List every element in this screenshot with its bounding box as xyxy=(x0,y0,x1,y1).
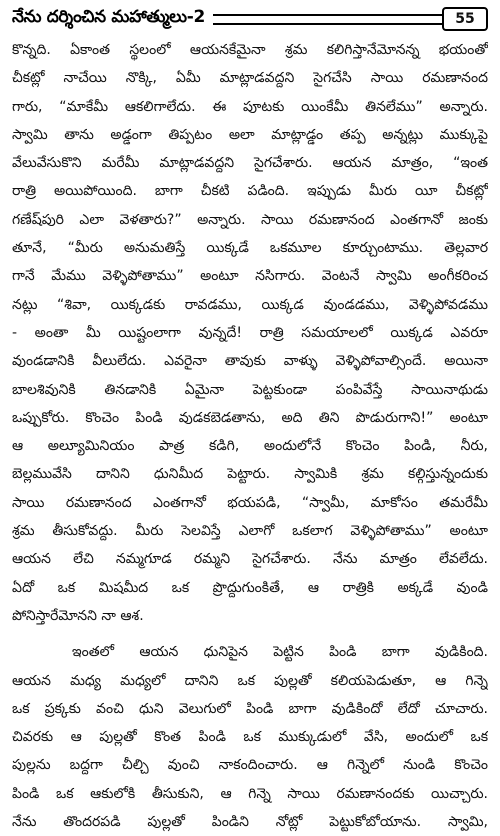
running-title: నేను దర్శించిన మహాత్ములు-2 xyxy=(12,7,206,27)
text-line: - అంతా మీ యిష్టంలాగా వున్నదే! రాత్రి సమయాలలో యిక్కడ ఎవరూ xyxy=(12,324,488,341)
text-line: ఇంతలో ఆయన ధునిపైన పెట్టిన పిండి బాగా వుడికింది. xyxy=(72,644,488,661)
text-line: ఆయన లేచి నమ్మగూడ రమ్మని సైగచేశారు. నేను మాత్రం లేవలేదు. xyxy=(12,551,488,568)
header-rule xyxy=(213,13,488,26)
text-line: చీకట్లో నాచేయి నొక్కి, ఏమీ మాట్లాడవద్దని సైగచేసి సాయి రమణానంద xyxy=(12,70,488,87)
text-line: వుండడానికి వీలులేదు. ఎవరైనా తావుకు వాళ్ళు వెళ్ళిపోవాల్సిందే. అయినా xyxy=(12,353,488,370)
text-line: కొన్నది. ఏకాంత స్థలంలో ఆయనకేమైనా శ్రమ కలిగిస్తానేమోనన్న భయంతో xyxy=(12,42,488,58)
text-line: తూనే, “మీరు అనుమతిస్తే యిక్కడే ఒకమూల కూర్చుంటాము. తెల్లవార xyxy=(12,240,488,257)
page-number: 55 xyxy=(442,7,488,31)
page-header xyxy=(12,6,488,32)
text-line: చివరకు ఆ పుల్లతో కొంత పిండి ఒక ముక్కుడులో వేసి, అందులో ఒక xyxy=(12,729,488,746)
text-line: శ్రమ తీసుకోవద్దు. మీరు సెలవిస్తే ఎలాగో ఒకలాగ వెళ్ళిపోతాము” అంటూ xyxy=(12,523,488,540)
text-line: గారు, “మాకేమీ ఆకలిగాలేదు. ఈ పూటకు యింకేమీ తినలేము” అన్నారు. xyxy=(12,98,488,115)
text-line: గానే మేము వెళ్ళిపోతాము” అంటూ నసిగారు. వెంటనే స్వామి అంగీకరించ xyxy=(12,268,488,285)
text-line: బెల్లమువేసి దానిని ధునిమీద పెట్టారు. స్వామికి శ్రమ కల్గిస్తున్నందుకు xyxy=(12,466,488,483)
double-rule-line xyxy=(213,14,444,25)
text-line: నట్లు “శివా, యిక్కడకు రావడము, యిక్కడ వుండడము, వెళ్ళిపోవడము xyxy=(12,296,488,313)
text-line: బాలశివునికి తినడానికి ఏమైనా పెట్టకుండా పంపివేస్తే సాయినాథుడు xyxy=(12,381,488,398)
text-line: రాత్రి అయిపోయింది. బాగా చీకటి పడింది. ఇప్పుడు మీరు యీ చీకట్లో xyxy=(12,183,488,200)
text-line: ఒక ప్రక్కకు వంచి ధుని వెలుగులో పిండి బాగా వుడికిందో లేదో చూచారు. xyxy=(12,700,488,717)
text-line: పోనిస్తారేమోనని నా ఆశ. xyxy=(12,607,144,624)
text-line: ఒప్పుకోరు. కొంచెం పిండి వుడకబెడతాను, అది తిని పొడురుగాని!” అంటూ xyxy=(12,409,488,426)
paragraph-gap xyxy=(12,630,488,638)
body-text xyxy=(12,36,488,836)
text-line: పుల్లను బద్దగా చీల్చి వుంచి నాకందించారు. ఆ గిన్నెలో నుండి కొంచెం xyxy=(12,757,488,774)
text-line: ఏదో ఒక మిషమీద ఒక ప్రొద్దుగుంకితే, ఆ రాత్రికి అక్కడే వుండి xyxy=(12,579,488,596)
text-line: ఆయన మధ్య మధ్యలో దానిని ఒక పుల్లతో కలియపెడుతూ, ఆ గిన్నె xyxy=(12,672,488,689)
text-line: నేను తొందరపడి పుల్లతో పిండిని నోట్లో పెట్టుకోబోయాను. స్వామి, xyxy=(12,814,488,831)
text-line: వేలువేసుకొని మరేమీ మాట్లాడవద్దని సైగచేశారు. ఆయన మాత్రం, “ఇంత xyxy=(12,155,488,172)
text-line: గణేష్‌పురి ఎలా వెళతారు?” అన్నారు. సాయి రమణానంద ఎంతగానో జంకు xyxy=(12,211,488,228)
text-line: ఆ అల్యూమినియం పాత్ర కడిగి, అందులోనే కొంచెం పిండి, నీరు, xyxy=(12,438,488,455)
text-line: సాయి రమణానంద ఎంతగానో భయపడి, “స్వామీ, మాకోసం తమరేమీ xyxy=(12,494,488,511)
text-line: స్వామి తాను అడ్డంగా తిప్పటం అలా మాట్లాడ్డం తప్ప అన్నట్లు ముక్కుపై xyxy=(12,126,488,143)
text-line: పిండి ఒక ఆకులోకి తీసుకుని, ఆ గిన్నె సాయి రమణానందకు యిచ్చారు. xyxy=(12,785,488,802)
